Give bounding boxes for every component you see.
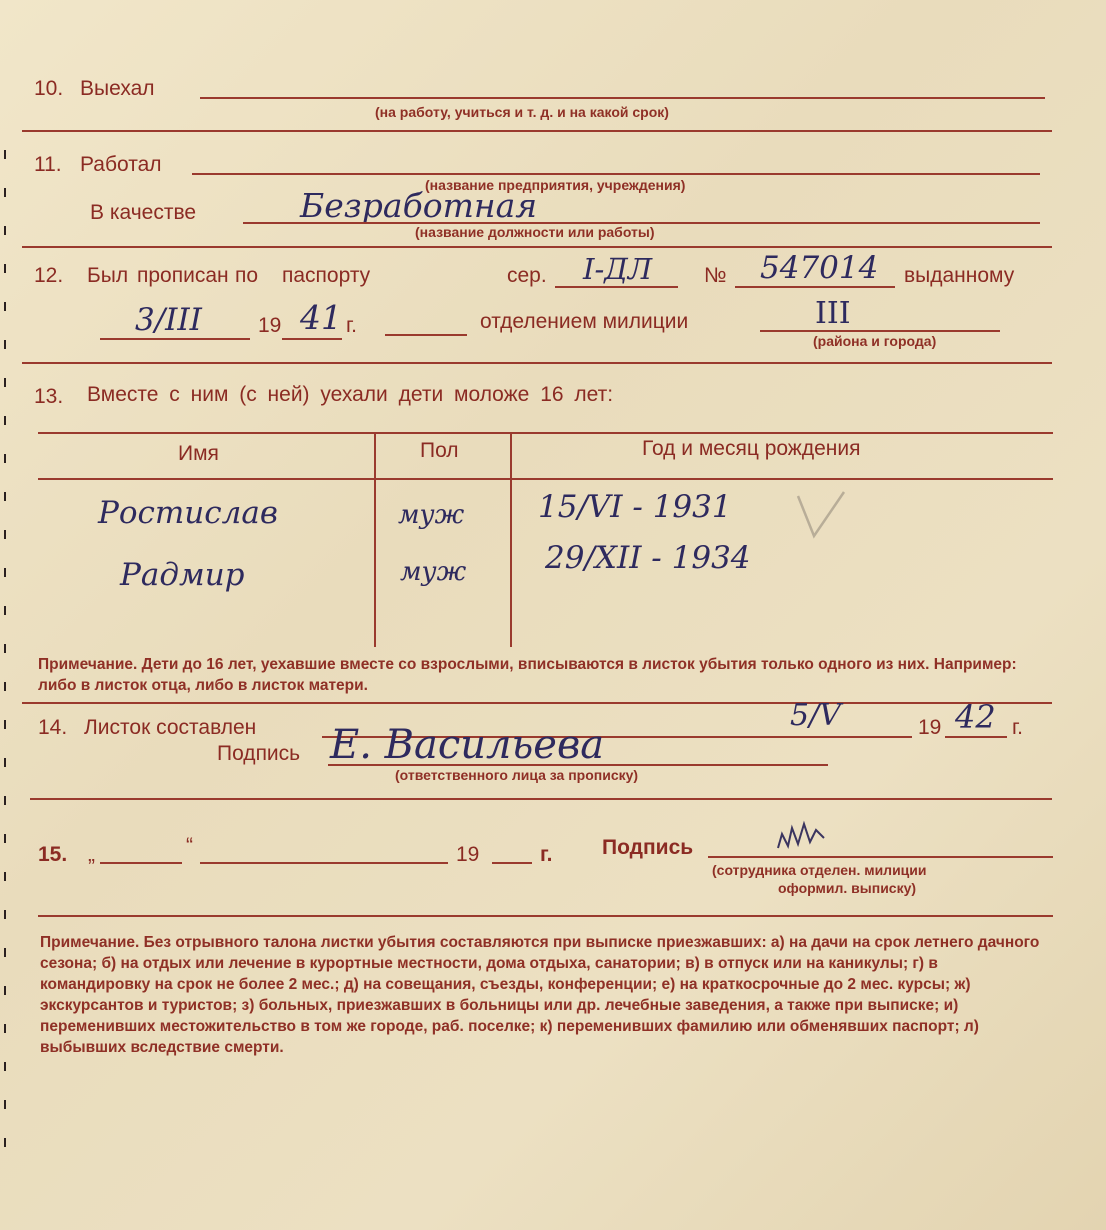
item-15-signature-sub-1: (сотрудника отделен. милиции — [712, 862, 927, 878]
item-15-year-line[interactable] — [492, 862, 532, 864]
militia-department-value: III — [815, 296, 851, 331]
compiled-year-value: 42 — [955, 698, 996, 736]
edge-tick — [4, 606, 6, 615]
note-general-text: Без отрывного талона листки убытия составляются при выписке приезжавших: а) на дачи на срок летнего дачного сезона; б) на отдых или лечение в курортные местности, дома отдыха, санатории; в) в отпуск или на каникулы; г) в командировку на срок не более 2 мес.; д) на совещания, съезды, конференции; е) на краткосрочные до 2 мес. курсы; ж) экскурсантов и туристов; з) больных, приезжавших в больницы или др. лечебные заведения, а также при выписке; и) переменивших местожительство в том же городе, раб. поселке; к) переменивших фамилию или обменявших паспорт; л) выбывших вследствие смерти. — [40, 934, 1040, 1056]
militia-department-line[interactable] — [760, 330, 1000, 332]
child-name: Радмир — [120, 557, 245, 593]
compiled-year-line[interactable] — [945, 736, 1007, 738]
edge-tick — [4, 264, 6, 273]
item-10-number: 10. — [34, 77, 64, 100]
issue-date-line[interactable] — [100, 338, 250, 340]
table-col-divider — [510, 432, 512, 647]
edge-tick — [4, 1024, 6, 1033]
child-sex: муж — [398, 500, 465, 530]
item-12-word-4: паспорту — [282, 264, 371, 287]
table-top-rule — [38, 432, 1053, 434]
passport-number-label: № — [704, 264, 727, 287]
edge-tick — [4, 682, 6, 691]
table-header-birth: Год и месяц рождения — [642, 437, 861, 460]
table-header-rule — [38, 478, 1053, 480]
item-11-label: Работал — [80, 153, 162, 176]
item-11-sub: (название предприятия, учреждения) — [425, 177, 686, 193]
compiled-year-g: г. — [1012, 716, 1023, 739]
item-10-label: Выехал — [80, 77, 155, 100]
edge-tick — [4, 454, 6, 463]
item-11-line[interactable] — [192, 173, 1040, 175]
child-birth: 15/VI - 1931 — [538, 489, 732, 525]
issue-year-prefix: 19 — [258, 314, 282, 337]
edge-tick — [4, 1138, 6, 1147]
issued-label: выданному — [904, 264, 1015, 287]
edge-tick — [4, 150, 6, 159]
item-15-year-prefix: 19 — [456, 843, 480, 866]
edge-tick — [4, 986, 6, 995]
passport-number-line[interactable] — [735, 286, 895, 288]
issue-year-line[interactable] — [282, 338, 342, 340]
divider — [22, 702, 1052, 704]
passport-number-value: 547014 — [760, 250, 879, 286]
item-15-signature-label: Подпись — [602, 836, 694, 859]
edge-tick — [4, 910, 6, 919]
item-11-role-sub: (название должности или работы) — [415, 224, 655, 240]
edge-tick — [4, 796, 6, 805]
edge-tick — [4, 758, 6, 767]
item-15-quote-close: “ — [186, 834, 193, 857]
child-name: Ростислав — [98, 495, 278, 531]
issued-by-label: отделением милиции — [480, 310, 689, 333]
edge-tick — [4, 226, 6, 235]
child-sex: муж — [400, 557, 467, 587]
militia-officer-signature — [772, 812, 832, 858]
note-children — [38, 654, 1053, 696]
divider — [30, 798, 1052, 800]
table-header-name: Имя — [178, 442, 219, 465]
edge-tick — [4, 416, 6, 425]
edge-tick — [4, 568, 6, 577]
divider — [22, 246, 1052, 248]
passport-series-label: сер. — [507, 264, 547, 287]
passport-series-value: I-ДЛ — [583, 252, 653, 286]
edge-tick — [4, 492, 6, 501]
divider — [38, 915, 1053, 917]
pencil-check-mark — [792, 486, 852, 546]
edge-tick — [4, 302, 6, 311]
militia-department-sub: (района и города) — [813, 333, 937, 349]
item-15-year-g: г. — [540, 843, 553, 866]
edge-tick — [4, 834, 6, 843]
item-14-signature-sub: (ответственного лица за прописку) — [395, 767, 639, 783]
edge-tick — [4, 644, 6, 653]
issue-year-g: г. — [346, 314, 357, 337]
child-birth: 29/XII - 1934 — [545, 540, 751, 576]
table-header-sex: Пол — [420, 439, 459, 462]
issue-date-value: 3/III — [135, 302, 202, 338]
item-15-quote-open: „ — [88, 843, 95, 866]
edge-tick — [4, 188, 6, 197]
item-14-label: Листок составлен — [84, 716, 257, 739]
issue-blank-line[interactable] — [385, 334, 467, 336]
edge-tick — [4, 872, 6, 881]
item-14-signature-line[interactable] — [328, 764, 828, 766]
item-14-signature-label: Подпись — [217, 742, 301, 765]
item-12-word-2: прописан — [137, 264, 229, 287]
item-12-word-3: по — [235, 264, 259, 287]
edge-tick — [4, 720, 6, 729]
item-15-month-line[interactable] — [200, 862, 448, 864]
item-12-word-1: Был — [87, 264, 129, 287]
note-children-text: Дети до 16 лет, уехавшие вместе со взрослыми, вписываются в листок убытия только одного из них. Например: либо в листок отца, либо в листок матери. — [38, 656, 1017, 694]
item-11-role-label: В качестве — [90, 201, 197, 224]
table-col-divider — [374, 432, 376, 647]
edge-tick — [4, 340, 6, 349]
issue-year-value: 41 — [300, 298, 342, 337]
compiled-date-value: 5/V — [790, 698, 841, 733]
item-11-role-value: Безработная — [300, 186, 538, 225]
item-10-line[interactable] — [200, 97, 1045, 99]
item-15-day-line[interactable] — [100, 862, 182, 864]
item-11-number: 11. — [34, 153, 62, 176]
note-general-lead: Примечание. — [40, 934, 140, 951]
passport-series-line[interactable] — [555, 286, 678, 288]
edge-tick — [4, 1062, 6, 1071]
item-15-signature-sub-2: оформил. выписку) — [778, 880, 917, 896]
item-10-sub: (на работу, учиться и т. д. и на какой срок) — [375, 104, 669, 120]
divider — [22, 362, 1052, 364]
edge-tick — [4, 948, 6, 957]
item-15-number: 15. — [38, 843, 68, 866]
item-15-signature-line[interactable] — [708, 856, 1053, 858]
edge-tick — [4, 1100, 6, 1109]
item-12-number: 12. — [34, 264, 64, 287]
compiled-year-prefix: 19 — [918, 716, 942, 739]
divider — [22, 130, 1052, 132]
compiler-signature: Е. Васильева — [330, 722, 605, 768]
note-children-lead: Примечание. — [38, 656, 138, 673]
item-14-number: 14. — [38, 716, 68, 739]
edge-tick — [4, 530, 6, 539]
note-general — [40, 932, 1050, 1058]
item-13-number: 13. — [34, 385, 64, 408]
edge-tick — [4, 378, 6, 387]
item-13-label: Вместе с ним (с ней) уехали дети моложе 16 лет: — [87, 383, 614, 406]
